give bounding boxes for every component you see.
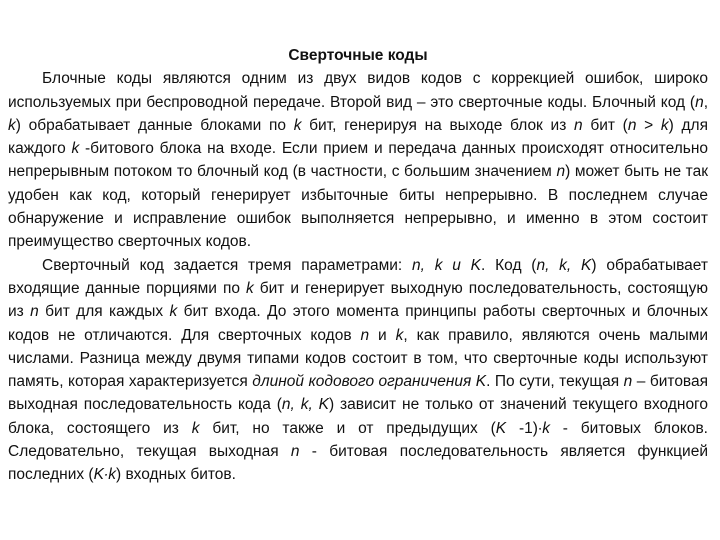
text-segment: ) обрабатывает входящие данные порциями по — [8, 256, 708, 297]
text-segment: . По сути, текущая — [486, 373, 624, 391]
italic-text-segment: k — [293, 116, 302, 134]
italic-text-segment: n — [360, 326, 370, 344]
italic-text-segment: n, k, K — [281, 396, 329, 414]
italic-text-segment: k — [191, 419, 200, 437]
italic-text-segment: n — [695, 93, 704, 111]
text-segment: и — [369, 326, 396, 344]
italic-text-segment: k — [542, 419, 550, 437]
text-segment: – битовая выходная последовательность кода ( — [8, 373, 709, 414]
text-segment: ) может быть не так удобен как код, который генерирует избыточные биты непрерывно. В последнем случае обнаружение и исправление ошибок выполняется непрерывно, и именно в этом состоит преимущество сверточных кодов. — [8, 163, 709, 251]
italic-text-segment: k — [8, 116, 16, 134]
italic-text-segment: K∙k — [93, 466, 116, 484]
italic-text-segment: n, k и K — [412, 256, 482, 274]
italic-text-segment: n, k, K — [536, 256, 592, 274]
page-title: Сверточные коды — [288, 47, 428, 64]
text-segment: , — [703, 93, 708, 111]
text-segment: бит входа. До этого момента принципы работы сверточных и блочных кодов не отличаются. Для сверточных кодов — [8, 303, 708, 344]
text-segment: бит и генерирует выходную последовательность, состоящую из — [8, 279, 708, 321]
italic-text-segment: длиной кодового ограничения K — [252, 373, 487, 391]
italic-text-segment: n — [290, 443, 300, 461]
italic-text-segment: n — [623, 373, 633, 391]
text-segment: , как правило, являются очень малыми числами. Разница между двумя типами кодов состоит в том, что сверточные коды используют память, которая характеризуется — [8, 326, 709, 391]
italic-text-segment: k — [245, 279, 254, 297]
paragraph-block-codes — [8, 67, 708, 253]
italic-text-segment: k — [395, 326, 404, 344]
text-segment: > — [636, 116, 661, 134]
italic-text-segment: K — [495, 419, 507, 437]
italic-text-segment: n — [30, 303, 39, 321]
text-segment: бит для каждых — [38, 303, 170, 321]
text-segment: ) входных битов. — [115, 466, 236, 484]
italic-text-segment: k — [660, 116, 669, 134]
text-segment: - битовая последовательность является функцией последних ( — [8, 443, 708, 484]
italic-text-segment: k — [169, 303, 178, 321]
text-body — [8, 44, 708, 487]
italic-text-segment: k — [71, 140, 80, 158]
text-segment: Блочные коды являются одним из двух видов кодов с коррекцией ошибок, широко используемых при беспроводной передаче. Второй вид – это сверточные коды. Блочный код ( — [8, 70, 708, 111]
text-segment: бит ( — [582, 116, 628, 134]
text-segment: ) обрабатывает данные блоками по — [15, 116, 294, 134]
text-segment: -битового блока на входе. Если прием и передача данных происходят относительно непрерывным потоком то блочный код (в частности, с большим значением — [8, 140, 708, 181]
text-segment: . Код ( — [481, 256, 537, 274]
text-segment: - битовых блоков. Следовательно, текущая выходная — [8, 419, 708, 461]
italic-text-segment: n — [556, 163, 566, 181]
text-segment: -1)∙ — [506, 419, 543, 437]
text-segment: бит, но также и от предыдущих ( — [199, 419, 496, 437]
italic-text-segment: n — [627, 116, 637, 134]
paragraph-convolutional-code-params — [8, 254, 708, 487]
italic-text-segment: n — [574, 116, 583, 134]
text-segment: Сверточный код задается тремя параметрами: — [42, 256, 412, 274]
text-segment: ) зависит не только от значений текущего входного блока, состоящего из — [8, 396, 708, 437]
text-segment: ) для каждого — [8, 116, 708, 158]
text-segment: бит, генерируя на выходе блок из — [301, 116, 574, 134]
